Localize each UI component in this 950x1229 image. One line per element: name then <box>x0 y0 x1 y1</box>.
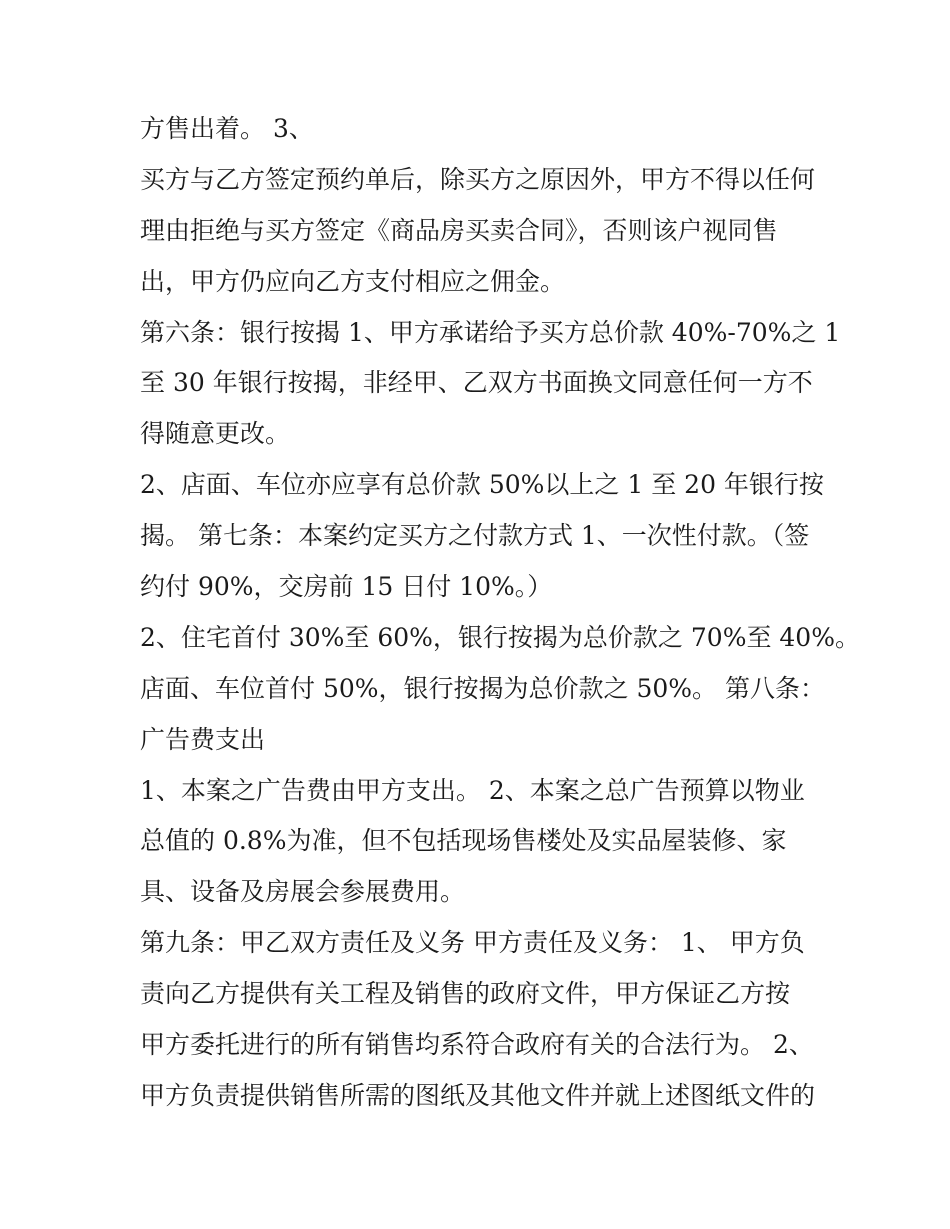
text-line: 具、设备及房展会参展费用。 <box>140 877 466 907</box>
document-body <box>140 104 860 1122</box>
text-line: 2、住宅首付 30%至 60%，银行按揭为总价款之 70%至 40%。 <box>140 622 860 652</box>
text-line: 甲方负责提供销售所需的图纸及其他文件并就上述图纸文件的 <box>140 1080 816 1110</box>
text-line: 第九条：甲乙双方责任及义务 甲方责任及义务： 1、 甲方负 <box>140 928 805 958</box>
text-line: 1、本案之广告费由甲方支出。 2、本案之总广告预算以物业 <box>140 775 805 805</box>
text-line: 总值的 0.8%为准，但不包括现场售楼处及实品屋装修、家 <box>140 826 787 856</box>
text-line: 责向乙方提供有关工程及销售的政府文件，甲方保证乙方按 <box>140 979 791 1009</box>
text-line: 买方与乙方签定预约单后，除买方之原因外，甲方不得以任何 <box>140 164 816 194</box>
text-line: 广告费支出 <box>140 724 266 754</box>
text-line: 店面、车位首付 50%，银行按揭为总价款之 50%。 第八条： <box>140 673 825 703</box>
text-line: 理由拒绝与买方签定《商品房买卖合同》，否则该户视同售 <box>140 215 778 245</box>
text-line: 2、店面、车位亦应享有总价款 50%以上之 1 至 20 年银行按 <box>140 470 824 500</box>
text-line: 甲方委托进行的所有销售均系符合政府有关的合法行为。 2、 <box>140 1030 814 1060</box>
text-line: 第六条：银行按揭 1、甲方承诺给予买方总价款 40%-70%之 1 <box>140 317 841 347</box>
text-line: 揭。 第七条：本案约定买方之付款方式 1、一次性付款。（签 <box>140 521 810 551</box>
text-line: 得随意更改。 <box>140 419 291 449</box>
text-line: 方售出着。 3、 <box>140 114 314 143</box>
text-line: 至 30 年银行按揭，非经甲、乙双方书面换文同意任何一方不 <box>140 368 813 398</box>
text-line: 出，甲方仍应向乙方支付相应之佣金。 <box>140 266 566 296</box>
text-line: 约付 90%，交房前 15 日付 10%。） <box>140 572 553 602</box>
